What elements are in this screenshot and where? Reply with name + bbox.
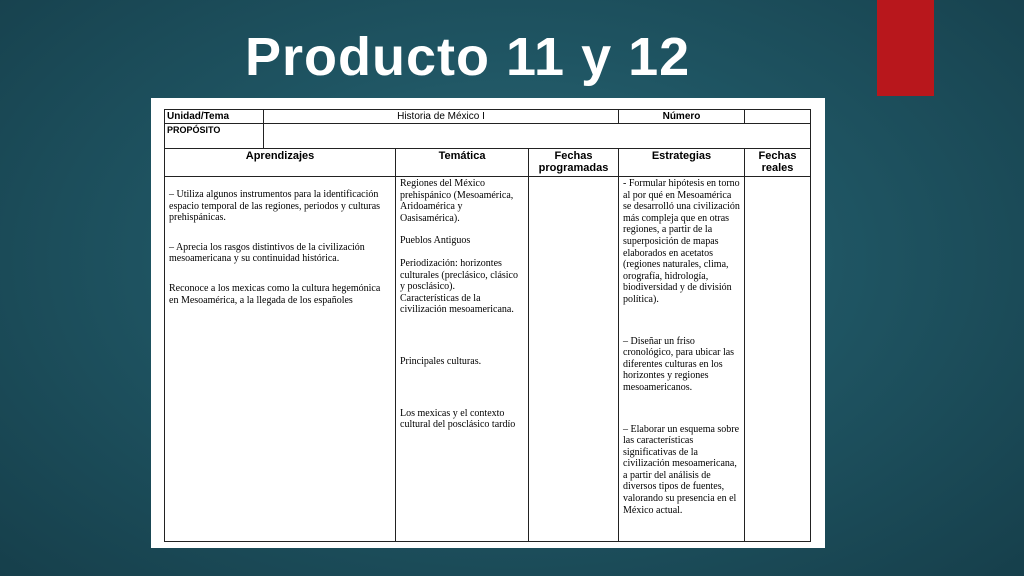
tematica-item: Los mexicas y el contexto cultural del posclásico tardío xyxy=(400,407,516,431)
subject-cell: Historia de México I xyxy=(264,110,619,124)
col-fechas-programadas-line2: programadas xyxy=(538,162,609,174)
aprendizaje-item: Reconoce a los mexicas como la cultura hegemónica en Mesoamérica, a la llegada de los españoles xyxy=(169,282,381,306)
tematica-item: Regiones del México prehispánico (Mesoamérica, Aridoamérica y Oasisamérica). xyxy=(400,178,514,224)
aprendizajes-cell xyxy=(165,177,396,542)
col-aprendizajes: Aprendizajes xyxy=(165,149,396,177)
accent-bar xyxy=(877,0,934,96)
header-row xyxy=(165,110,811,124)
unidad-label: Unidad/Tema xyxy=(165,110,264,124)
col-fechas-reales-line1: Fechas xyxy=(758,150,797,162)
estrategia-item: – Elaborar un esquema sobre las características significativas de la civilización mesoamericana, a partir del análisis de diversos tipos de fuentes, valorando su presencia en el México actual. xyxy=(623,423,740,516)
estrategia-item: - Formular hipótesis en torno al por qué en Mesoamérica se desarrolló una civilización más compleja que en otras regiones, a partir de la superposición de mapas elaborados en acetatos (regiones naturales, clima, orografía, hidrología, biodiversidad y de división política). xyxy=(623,178,740,305)
numero-label: Número xyxy=(619,110,745,124)
col-estrategias: Estrategias xyxy=(619,149,745,177)
fechas-programadas-cell xyxy=(529,177,619,542)
tematica-cell xyxy=(396,177,529,542)
col-fechas-reales xyxy=(745,149,811,177)
tematica-item: Periodización: horizontes culturales (preclásico, clásico y posclásico). xyxy=(400,257,518,293)
col-fechas-programadas xyxy=(529,149,619,177)
proposito-label: PROPÓSITO xyxy=(165,124,264,149)
estrategias-cell xyxy=(619,177,745,542)
numero-value xyxy=(745,110,811,124)
aprendizaje-item: – Aprecia los rasgos distintivos de la civilización mesoamericana y su continuidad histórica. xyxy=(169,241,365,265)
proposito-value xyxy=(264,124,811,149)
proposito-row xyxy=(165,124,811,149)
tematica-item: Principales culturas. xyxy=(400,355,482,367)
column-header-row xyxy=(165,149,811,177)
slide-title: Producto 11 y 12 xyxy=(245,27,691,87)
fechas-reales-cell xyxy=(745,177,811,542)
tematica-item: Pueblos Antiguos xyxy=(400,235,471,247)
col-fechas-reales-line2: reales xyxy=(761,162,794,174)
document-image xyxy=(151,98,825,548)
content-row xyxy=(165,177,811,542)
estrategia-item: – Diseñar un friso cronológico, para ubicar las diferentes culturas en los horizontes y regiones mesoamericanos. xyxy=(623,335,735,393)
col-fechas-programadas-line1: Fechas xyxy=(554,150,593,162)
aprendizaje-item: – Utiliza algunos instrumentos para la identificación espacio temporal de las regiones, periodos y culturas prehispánicas. xyxy=(169,189,381,224)
planning-table xyxy=(164,109,811,542)
col-tematica: Temática xyxy=(396,149,529,177)
tematica-item: Características de la civilización mesoamericana. xyxy=(400,292,514,316)
